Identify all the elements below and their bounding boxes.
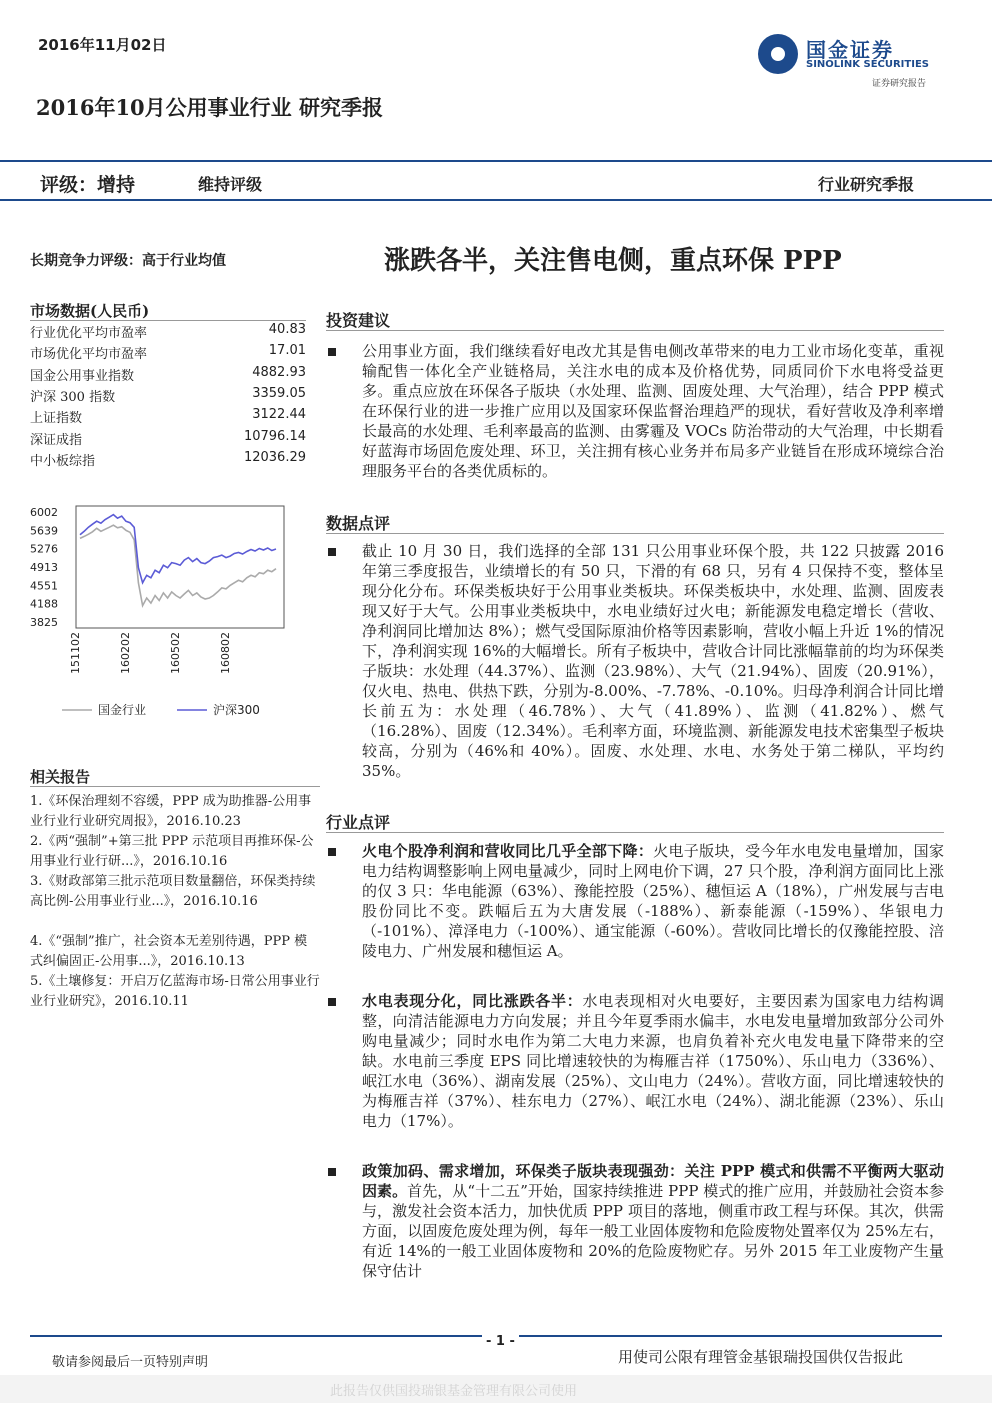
sinolink-logo-icon (756, 32, 800, 76)
market-data-row (30, 343, 306, 364)
bullet-icon (328, 348, 336, 356)
section-rule (326, 832, 944, 833)
section-investment-advice: 投资建议 (326, 311, 391, 330)
environmental-lead: 政策加码、需求增加，环保类子版块表现强劲：关注 PPP 模式和供需不平衡两大驱动因素。 (362, 1162, 944, 1200)
rating-label: 评级：增持 (40, 174, 136, 196)
bullet-icon (328, 1168, 336, 1176)
related-reports-title: 相关报告 (30, 768, 91, 786)
bullet-icon (328, 848, 336, 856)
market-data-value: 3122.44 (252, 407, 306, 423)
y-tick-label: 5639 (30, 524, 58, 538)
footer-usage-note: 用使司公限有理管金基银瑞投国供仅告报此 (618, 1348, 904, 1366)
report-date: 2016年11月02日 (38, 36, 167, 54)
report-type: 行业研究季报 (818, 175, 915, 194)
market-data-title: 市场数据(人民币) (30, 302, 150, 320)
bullet-icon (328, 998, 336, 1006)
x-tick-label: 151102 (69, 632, 82, 674)
market-data-label: 市场优化平均市盈率 (30, 347, 148, 363)
x-tick-label: 160202 (119, 632, 132, 674)
market-data-label: 中小板综指 (30, 453, 96, 469)
hydro-power-lead: 水电表现分化，同比涨跌各半： (362, 992, 583, 1010)
company-logo (756, 30, 946, 90)
y-tick-label: 5276 (30, 542, 58, 556)
logo-cn-text: 国金证券 (806, 38, 894, 62)
market-data-label: 行业优化平均市盈率 (30, 326, 148, 341)
market-data-value: 3359.05 (252, 385, 306, 401)
bullet-icon (328, 548, 336, 556)
y-tick-label: 4188 (30, 597, 58, 611)
index-line-chart (30, 498, 290, 728)
page-number: - 1 - (482, 1334, 519, 1349)
section-industry-review: 行业点评 (326, 813, 391, 832)
thermal-power-lead: 火电个股净利润和营收同比几乎全部下降： (362, 842, 654, 860)
footer-watermark: 此报告仅供国投瑞银基金管理有限公司使用 (330, 1384, 578, 1399)
section-rule (326, 330, 944, 331)
environmental-text: 首先，从“十二五”开始，国家持续推进 PPP 模式的推广应用，并鼓励社会资本参与，激发社会资本活力，加快优质 PPP 项目的落地，侧重市政工程与环保。其次，供需方面，以固废危废处理为例，每年一般工业固体废物和危险废物处置率仅为 25%左右，有近 14%的一般工业固体废物和 20%的危险废物贮存。另外 2015 年工业废物产生量保守估计 (362, 1182, 944, 1280)
market-data-row (30, 386, 306, 407)
market-data-row (30, 450, 306, 471)
competitiveness-rating: 长期竞争力评级：高于行业均值 (30, 253, 226, 269)
x-tick-label: 160802 (219, 632, 232, 674)
report-title: 2016年10月公用事业行业 研究季报 (36, 95, 383, 120)
footer-disclaimer: 敬请参阅最后一页特别声明 (52, 1355, 209, 1370)
environmental-paragraph (362, 1161, 944, 1281)
market-data-row (30, 365, 306, 386)
x-tick-label: 160502 (169, 632, 182, 674)
market-data-rule (30, 320, 306, 321)
series-line (80, 515, 276, 583)
section-data-review: 数据点评 (326, 514, 391, 533)
hydro-power-paragraph (362, 991, 944, 1131)
market-data-label: 深证成指 (30, 432, 83, 448)
market-data-value: 4882.93 (252, 364, 306, 380)
market-data-label: 上证指数 (30, 411, 83, 427)
header-divider-bottom (0, 199, 992, 201)
y-tick-label: 4551 (30, 579, 58, 593)
legend-label: 国金行业 (98, 703, 147, 717)
rating-note: 维持评级 (198, 175, 263, 194)
market-data-value: 17.01 (268, 343, 306, 359)
hydro-power-text: 水电表现相对火电要好，主要因素为国家电力结构调整，向清洁能源电力方向发展；并且今年夏季雨水偏丰，水电发电量增加致部分公司外购电量减少；同时水电作为第二大电力来源，也肩负着补充火电发电量下降带来的空缺。水电前三季度 EPS 同比增速较快的为梅雁吉祥（1750%）、乐山电力（336%）、岷江水电（36%）、湖南发展（25%）、文山电力（24%）。营收方面，同比增速较快的为梅雁吉祥（37%）、桂东电力（27%）、岷江水电（24%）、湖北能源（23%）、乐山电力（17%）。 (362, 992, 944, 1130)
thermal-power-text: 火电子版块，受今年水电发电量增加，国家电力结构调整影响上网电量减少，同时上网电价下调，27 只个股，净利润方面同比上涨的仅 3 只：华电能源（63%）、豫能控股（25%）、穗恒运 A（18%），广州发展与吉电股份同比不变。跌幅后五为大唐发展（-188%）、新泰能源（-159%）、华银电力（-101%）、漳泽电力（-100%）、通宝能源（-60%）。营收同比增长的仅豫能控股、涪陵电力、广州发展和穗恒运 A。 (362, 842, 944, 960)
market-data-value: 12036.29 (243, 449, 306, 465)
legend-label: 沪深300 (213, 703, 260, 717)
market-data-value: 40.83 (268, 322, 306, 337)
market-data-value: 10796.14 (243, 428, 306, 444)
related-report-item[interactable]: 2.《两“强制”+第三批 PPP 示范项目再推环保-公用事业行业行研...》，2016.10.16 (30, 834, 314, 869)
market-data-label: 国金公用事业指数 (30, 368, 135, 384)
data-review-text: 截止 10 月 30 日，我们选择的全部 131 只公用事业环保个股，共 122 只披露 2016 年第三季度报告，业绩增长的有 50 只，下滑的有 68 只，另有 4 只保持不变，整体呈现分化分布。环保类板块好于公用事业类板块。环保类板块中，水处理、监测、固废表现又好于大气。公用事业类板块中，水电业绩好过火电；新能源发电稳定增长（营收、净利润同比增加达 8%）；燃气受国际原油价格等因素影响，营收小幅上升近 1%的情况下，净利润实现 16%的大幅增长。所有子板块中，营收合计同比涨幅靠前的均为环保类子版块：水处理（44.37%）、监测（23.98%）、大气（21.94%）、固废（20.91%），仅火电、热电、供热下跌，分别为-8.00%、-7.78%、-0.10%。归母净利润合计同比增长前五为：水处理（46.78%）、大气（41.89%）、监测（41.82%）、燃气（16.28%）、固废（12.34%）。毛利率方面，环境监测、新能源发电技术密集型子板块较高，分别为（46%和 40%）。固废、水处理、水电、水务处于第二梯队，平均约 35%。 (362, 542, 944, 780)
series-line (80, 525, 276, 605)
y-tick-label: 6002 (30, 506, 58, 519)
y-tick-label: 4913 (30, 561, 58, 575)
related-report-item[interactable]: 4.《“强制”推广，社会资本无差别待遇，PPP 模式纠偏固正-公用事...》，2016.10.13 (30, 934, 308, 969)
logo-sub-text: 证券研究报告 (872, 79, 927, 89)
headline: 涨跌各半，关注售电侧，重点环保 PPP (384, 246, 842, 276)
investment-advice-text: 公用事业方面，我们继续看好电改尤其是售电侧改革带来的电力工业市场化变革，重视输配售一体化全产业链格局，关注水电的成本及价格优势，同质同价下水电将受益更多。重点应放在环保各子版块（水处理、监测、固废处理、大气治理），结合 PPP 模式在环保行业的进一步推广应用以及国家环保监督治理趋严的现状，看好营收及净利率增长最高的水处理、毛利率最高的监测、由雾霾及 VOCs 防治带动的大气治理，中长期看好蓝海市场固危废处理、环卫，关注拥有核心业务并布局多产业链旨在形成环境综合治理服务平台的各类优质标的。 (362, 342, 944, 480)
section-rule (326, 533, 944, 534)
related-report-item[interactable]: 5.《土壤修复：开启万亿蓝海市场-日常公用事业行业行业研究》，2016.10.11 (30, 974, 320, 1009)
related-reports-rule (30, 786, 320, 787)
thermal-power-paragraph (362, 841, 944, 961)
market-data-row (30, 429, 306, 450)
market-data-row (30, 322, 306, 343)
market-data-label: 沪深 300 指数 (30, 389, 116, 405)
related-report-item[interactable]: 1.《环保治理刻不容缓，PPP 成为助推器-公用事业行业行业研究周报》，2016.10.23 (30, 794, 312, 829)
logo-en-text: SINOLINK SECURITIES (806, 59, 929, 70)
market-data-row (30, 407, 306, 428)
related-report-item[interactable]: 3.《财政部第三批示范项目数量翻倍，环保类持续高比例-公用事业行业...》，2016.10.16 (30, 874, 316, 909)
header-divider-top (0, 160, 992, 162)
y-tick-label: 3825 (30, 616, 58, 629)
chart-frame (76, 506, 284, 628)
